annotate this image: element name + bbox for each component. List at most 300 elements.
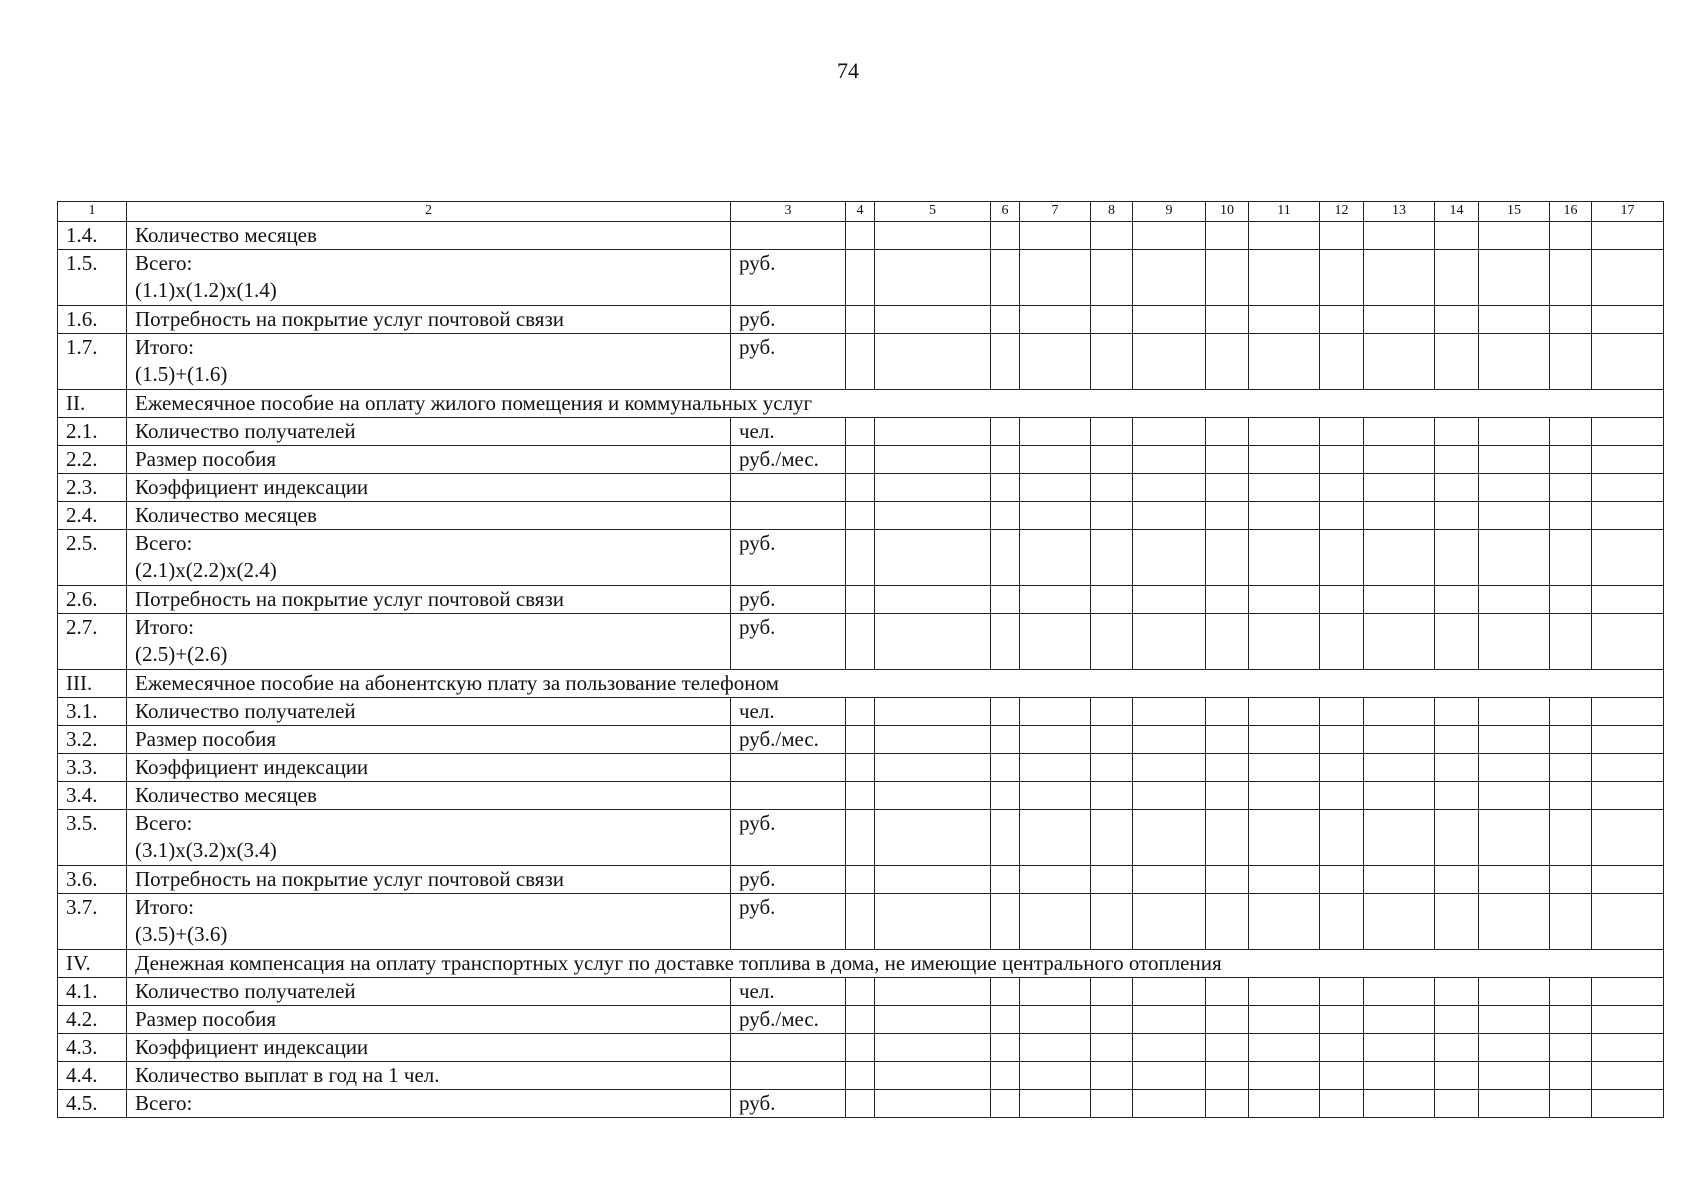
section-title: Ежемесячное пособие на оплату жилого помещения и коммунальных услуг (127, 390, 1664, 418)
value-cell (1364, 698, 1435, 726)
value-cell (1550, 754, 1592, 782)
value-cell (1592, 894, 1664, 950)
table-row (58, 698, 1664, 726)
value-cell (1133, 894, 1206, 950)
value-cell (991, 474, 1020, 502)
indicator-name (127, 418, 731, 446)
table-row (58, 810, 1664, 866)
value-cell (1249, 782, 1320, 810)
value-cell (1435, 1006, 1479, 1034)
value-cell (1435, 754, 1479, 782)
value-cell (1249, 334, 1320, 390)
value-cell (1479, 1062, 1550, 1090)
value-cell (875, 222, 991, 250)
unit-cell (731, 502, 846, 530)
indicator-text-line: Коэффициент индексации (135, 1035, 369, 1059)
value-cell (1435, 978, 1479, 1006)
value-cell (991, 418, 1020, 446)
unit-cell: чел. (731, 418, 846, 446)
indicator-text-line: Итого: (135, 615, 194, 639)
value-cell (1592, 306, 1664, 334)
value-cell (1364, 726, 1435, 754)
value-cell (1479, 306, 1550, 334)
value-cell (1133, 306, 1206, 334)
row-number: 3.7. (58, 894, 127, 950)
indicator-text-line: Всего: (135, 1091, 193, 1115)
value-cell (1206, 446, 1249, 474)
value-cell (1479, 474, 1550, 502)
value-cell (846, 810, 875, 866)
value-cell (1479, 866, 1550, 894)
row-number: II. (58, 390, 127, 418)
value-cell (991, 502, 1020, 530)
value-cell (1249, 1034, 1320, 1062)
value-cell (1133, 502, 1206, 530)
value-cell (1435, 698, 1479, 726)
indicator-name (127, 250, 731, 306)
value-cell (1091, 334, 1133, 390)
value-cell (875, 474, 991, 502)
value-cell (1550, 334, 1592, 390)
value-cell (1249, 530, 1320, 586)
value-cell (1364, 418, 1435, 446)
value-cell (875, 894, 991, 950)
indicator-text-line: Размер пособия (135, 447, 277, 471)
value-cell (1206, 754, 1249, 782)
value-cell (1249, 894, 1320, 950)
value-cell (1320, 474, 1364, 502)
column-number-cell: 11 (1249, 202, 1320, 222)
value-cell (1364, 1062, 1435, 1090)
value-cell (1364, 474, 1435, 502)
value-cell (1091, 894, 1133, 950)
indicator-text-line: Потребность на покрытие услуг почтовой связи (135, 587, 564, 611)
value-cell (1592, 586, 1664, 614)
table-row (58, 334, 1664, 390)
value-cell (1479, 586, 1550, 614)
value-cell (1364, 894, 1435, 950)
value-cell (1435, 586, 1479, 614)
value-cell (1020, 250, 1091, 306)
value-cell (1020, 1090, 1091, 1118)
value-cell (875, 502, 991, 530)
indicator-text-line: (2.5)+(2.6) (135, 642, 228, 666)
value-cell (846, 474, 875, 502)
column-number-cell: 5 (875, 202, 991, 222)
value-cell (846, 1006, 875, 1034)
table-row (58, 502, 1664, 530)
indicator-text-line: Коэффициент индексации (135, 475, 369, 499)
value-cell (1592, 334, 1664, 390)
value-cell (1133, 418, 1206, 446)
value-cell (846, 894, 875, 950)
row-number: 4.1. (58, 978, 127, 1006)
indicator-name (127, 894, 731, 950)
value-cell (1091, 222, 1133, 250)
column-number-cell: 10 (1206, 202, 1249, 222)
value-cell (1020, 418, 1091, 446)
unit-cell: руб./мес. (731, 446, 846, 474)
value-cell (1479, 1006, 1550, 1034)
value-cell (1091, 474, 1133, 502)
value-cell (1592, 782, 1664, 810)
indicator-name (127, 1006, 731, 1034)
value-cell (1550, 726, 1592, 754)
value-cell (1206, 1006, 1249, 1034)
indicator-text-line: Потребность на покрытие услуг почтовой связи (135, 867, 564, 891)
value-cell (991, 782, 1020, 810)
value-cell (1320, 586, 1364, 614)
value-cell (1364, 334, 1435, 390)
column-number-cell: 14 (1435, 202, 1479, 222)
value-cell (1206, 530, 1249, 586)
value-cell (1435, 530, 1479, 586)
value-cell (1249, 222, 1320, 250)
table-row (58, 1034, 1664, 1062)
indicator-text-line: Количество месяцев (135, 783, 317, 807)
value-cell (1091, 698, 1133, 726)
value-cell (846, 754, 875, 782)
unit-cell: руб. (731, 1090, 846, 1118)
value-cell (1435, 1090, 1479, 1118)
table-row (58, 474, 1664, 502)
value-cell (846, 502, 875, 530)
value-cell (1320, 1090, 1364, 1118)
value-cell (1592, 474, 1664, 502)
value-cell (1091, 614, 1133, 670)
indicator-name (127, 698, 731, 726)
indicator-text-line: (3.1)х(3.2)х(3.4) (135, 838, 277, 862)
value-cell (1320, 334, 1364, 390)
column-number-cell: 13 (1364, 202, 1435, 222)
value-cell (1320, 222, 1364, 250)
unit-cell: руб. (731, 586, 846, 614)
value-cell (875, 334, 991, 390)
value-cell (1206, 1034, 1249, 1062)
value-cell (875, 1034, 991, 1062)
indicator-name (127, 1034, 731, 1062)
value-cell (1320, 614, 1364, 670)
indicator-text-line: Всего: (135, 811, 193, 835)
value-cell (991, 698, 1020, 726)
value-cell (1020, 810, 1091, 866)
value-cell (1364, 1006, 1435, 1034)
value-cell (1206, 222, 1249, 250)
value-cell (991, 866, 1020, 894)
value-cell (1592, 614, 1664, 670)
value-cell (1091, 306, 1133, 334)
value-cell (1133, 250, 1206, 306)
value-cell (1479, 698, 1550, 726)
indicator-name (127, 1090, 731, 1118)
value-cell (846, 418, 875, 446)
value-cell (875, 418, 991, 446)
value-cell (1550, 474, 1592, 502)
column-number-cell: 15 (1479, 202, 1550, 222)
value-cell (1206, 334, 1249, 390)
value-cell (1364, 222, 1435, 250)
unit-cell: руб. (731, 334, 846, 390)
value-cell (846, 250, 875, 306)
value-cell (1435, 250, 1479, 306)
value-cell (1249, 726, 1320, 754)
indicator-name (127, 726, 731, 754)
indicator-text-line: Количество месяцев (135, 503, 317, 527)
row-number: 3.5. (58, 810, 127, 866)
value-cell (991, 1006, 1020, 1034)
value-cell (875, 530, 991, 586)
value-cell (991, 586, 1020, 614)
value-cell (1206, 418, 1249, 446)
value-cell (1435, 446, 1479, 474)
page-number: 74 (837, 58, 859, 83)
table-body (58, 202, 1664, 1118)
value-cell (1020, 222, 1091, 250)
indicator-name (127, 474, 731, 502)
value-cell (1020, 1062, 1091, 1090)
column-number-cell: 9 (1133, 202, 1206, 222)
section-header-row (58, 390, 1664, 418)
value-cell (1320, 1006, 1364, 1034)
column-number-cell: 1 (58, 202, 127, 222)
indicator-text-line: (2.1)х(2.2)х(2.4) (135, 558, 277, 582)
value-cell (1592, 754, 1664, 782)
table-row (58, 446, 1664, 474)
value-cell (1435, 810, 1479, 866)
value-cell (875, 614, 991, 670)
value-cell (1592, 810, 1664, 866)
indicator-text-line: Количество выплат в год на 1 чел. (135, 1063, 440, 1087)
value-cell (846, 334, 875, 390)
table-row (58, 250, 1664, 306)
row-number: 4.3. (58, 1034, 127, 1062)
indicator-text-line: Размер пособия (135, 1007, 277, 1031)
value-cell (991, 446, 1020, 474)
value-cell (1133, 1006, 1206, 1034)
value-cell (1435, 1062, 1479, 1090)
value-cell (1206, 782, 1249, 810)
value-cell (1249, 810, 1320, 866)
value-cell (1479, 978, 1550, 1006)
value-cell (1479, 810, 1550, 866)
row-number: 2.1. (58, 418, 127, 446)
value-cell (1550, 1090, 1592, 1118)
indicator-text-line: Количество месяцев (135, 223, 317, 247)
value-cell (1550, 306, 1592, 334)
indicator-text-line: Всего: (135, 531, 193, 555)
value-cell (846, 306, 875, 334)
indicator-name (127, 754, 731, 782)
indicator-name (127, 866, 731, 894)
unit-cell (731, 1062, 846, 1090)
column-number-cell: 8 (1091, 202, 1133, 222)
value-cell (1091, 502, 1133, 530)
value-cell (1133, 726, 1206, 754)
value-cell (1091, 1006, 1133, 1034)
unit-cell (731, 782, 846, 810)
value-cell (991, 894, 1020, 950)
value-cell (1206, 586, 1249, 614)
value-cell (875, 866, 991, 894)
value-cell (1249, 474, 1320, 502)
value-cell (1592, 502, 1664, 530)
value-cell (991, 754, 1020, 782)
value-cell (875, 250, 991, 306)
value-cell (1206, 894, 1249, 950)
value-cell (1592, 698, 1664, 726)
value-cell (1020, 586, 1091, 614)
row-number: 3.3. (58, 754, 127, 782)
value-cell (875, 586, 991, 614)
value-cell (1320, 754, 1364, 782)
value-cell (1091, 1062, 1133, 1090)
value-cell (1133, 530, 1206, 586)
value-cell (991, 1034, 1020, 1062)
value-cell (1592, 1062, 1664, 1090)
value-cell (1206, 614, 1249, 670)
unit-cell: руб./мес. (731, 1006, 846, 1034)
value-cell (1320, 978, 1364, 1006)
indicator-text-line: Итого: (135, 895, 194, 919)
value-cell (1479, 894, 1550, 950)
indicator-text-line: Количество получателей (135, 419, 356, 443)
row-number: 4.4. (58, 1062, 127, 1090)
value-cell (1091, 782, 1133, 810)
value-cell (1592, 866, 1664, 894)
value-cell (1020, 978, 1091, 1006)
value-cell (1020, 614, 1091, 670)
value-cell (1320, 782, 1364, 810)
value-cell (1020, 726, 1091, 754)
value-cell (1133, 698, 1206, 726)
value-cell (1020, 866, 1091, 894)
value-cell (1550, 810, 1592, 866)
row-number: 1.4. (58, 222, 127, 250)
value-cell (846, 530, 875, 586)
value-cell (1592, 530, 1664, 586)
value-cell (1320, 250, 1364, 306)
value-cell (1435, 222, 1479, 250)
value-cell (846, 586, 875, 614)
row-number: III. (58, 670, 127, 698)
value-cell (1550, 866, 1592, 894)
value-cell (1249, 978, 1320, 1006)
value-cell (1020, 334, 1091, 390)
value-cell (1206, 250, 1249, 306)
indicator-name (127, 306, 731, 334)
row-number: 2.3. (58, 474, 127, 502)
value-cell (1020, 1034, 1091, 1062)
row-number: 3.1. (58, 698, 127, 726)
unit-cell: руб. (731, 306, 846, 334)
value-cell (1133, 474, 1206, 502)
indicator-text-line: Всего: (135, 251, 193, 275)
value-cell (1364, 446, 1435, 474)
value-cell (1206, 978, 1249, 1006)
unit-cell: чел. (731, 978, 846, 1006)
value-cell (1320, 502, 1364, 530)
value-cell (1249, 446, 1320, 474)
value-cell (1249, 614, 1320, 670)
value-cell (1550, 1034, 1592, 1062)
table-row (58, 306, 1664, 334)
unit-cell (731, 754, 846, 782)
value-cell (846, 782, 875, 810)
value-cell (846, 1034, 875, 1062)
value-cell (1435, 782, 1479, 810)
value-cell (1592, 418, 1664, 446)
value-cell (1550, 1062, 1592, 1090)
value-cell (1249, 1090, 1320, 1118)
table-row (58, 1062, 1664, 1090)
unit-cell: руб. (731, 894, 846, 950)
value-cell (1091, 586, 1133, 614)
indicator-text-line: (1.5)+(1.6) (135, 362, 228, 386)
value-cell (1550, 222, 1592, 250)
value-cell (1479, 1034, 1550, 1062)
value-cell (846, 978, 875, 1006)
table-row (58, 894, 1664, 950)
unit-cell (731, 1034, 846, 1062)
column-number-cell: 12 (1320, 202, 1364, 222)
row-number: 2.2. (58, 446, 127, 474)
value-cell (1364, 586, 1435, 614)
value-cell (1320, 1034, 1364, 1062)
value-cell (1206, 726, 1249, 754)
table-row (58, 754, 1664, 782)
value-cell (1206, 306, 1249, 334)
value-cell (1320, 418, 1364, 446)
value-cell (1091, 418, 1133, 446)
value-cell (1435, 894, 1479, 950)
row-number: IV. (58, 950, 127, 978)
value-cell (1020, 1006, 1091, 1034)
value-cell (1592, 1090, 1664, 1118)
value-cell (991, 726, 1020, 754)
value-cell (1206, 1062, 1249, 1090)
value-cell (1206, 1090, 1249, 1118)
value-cell (1020, 698, 1091, 726)
value-cell (875, 446, 991, 474)
value-cell (846, 866, 875, 894)
row-number: 2.4. (58, 502, 127, 530)
value-cell (1479, 418, 1550, 446)
value-cell (846, 222, 875, 250)
value-cell (875, 698, 991, 726)
value-cell (875, 1062, 991, 1090)
value-cell (1479, 250, 1550, 306)
value-cell (846, 726, 875, 754)
row-number: 4.5. (58, 1090, 127, 1118)
value-cell (1320, 866, 1364, 894)
value-cell (1091, 1090, 1133, 1118)
value-cell (1364, 614, 1435, 670)
value-cell (1364, 978, 1435, 1006)
unit-cell: руб. (731, 250, 846, 306)
row-number: 3.6. (58, 866, 127, 894)
value-cell (991, 306, 1020, 334)
indicator-name (127, 978, 731, 1006)
value-cell (1435, 866, 1479, 894)
value-cell (1479, 726, 1550, 754)
value-cell (1133, 810, 1206, 866)
value-cell (1592, 446, 1664, 474)
value-cell (1550, 502, 1592, 530)
column-number-cell: 2 (127, 202, 731, 222)
value-cell (1091, 978, 1133, 1006)
value-cell (1364, 250, 1435, 306)
value-cell (1364, 502, 1435, 530)
